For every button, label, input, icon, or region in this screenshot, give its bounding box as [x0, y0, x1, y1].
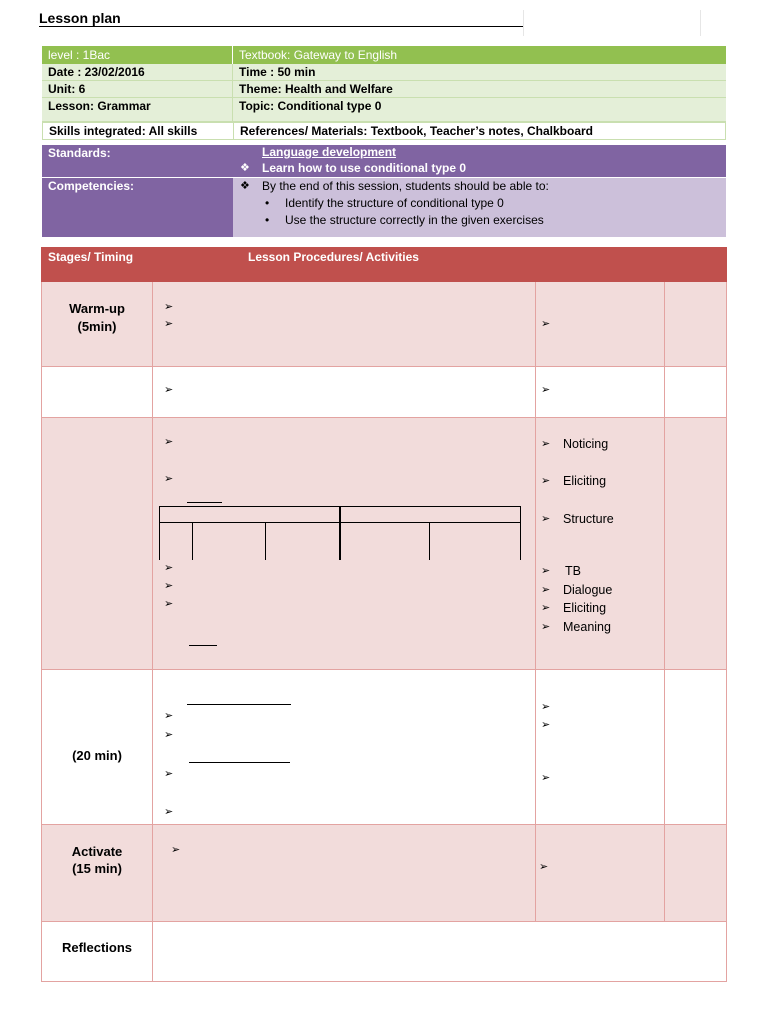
arrow-bullet-icon: ➢ — [541, 384, 551, 396]
note-noticing: Noticing — [563, 437, 609, 451]
arrow-bullet-icon: ➢ — [164, 806, 174, 818]
warmup-stage-label: Warm-up — [69, 301, 125, 316]
theme-cell: Theme: Health and Welfare — [239, 82, 393, 96]
lesson-cell: Lesson: Grammar — [42, 98, 233, 121]
arrow-bullet-icon: ➢ — [164, 768, 174, 780]
col-procedures-header: Lesson Procedures/ Activities — [248, 250, 419, 264]
row-activate — [41, 825, 727, 922]
row-reflections — [41, 922, 727, 982]
arrow-bullet-icon: ➢ — [171, 844, 181, 856]
note-eliciting-2: Eliciting — [563, 601, 607, 615]
arrow-bullet-icon: ➢ — [164, 318, 174, 330]
col-stage-header: Stages/ Timing — [48, 250, 134, 264]
arrow-bullet-icon: ➢ — [164, 384, 174, 396]
competencies-intro: By the end of this session, students should be able to: — [262, 179, 549, 193]
time-cell: Time : 50 min — [239, 65, 316, 79]
diamond-bullet-icon: ❖ — [240, 162, 250, 174]
arrow-bullet-icon: ➢ — [541, 772, 551, 784]
blank-line — [187, 502, 222, 503]
title-underline — [39, 26, 523, 27]
competencies-label: Competencies: — [42, 178, 233, 237]
round-bullet-icon: • — [265, 213, 270, 227]
standards-cell — [233, 145, 726, 177]
arrow-bullet-icon: ➢ — [164, 710, 174, 722]
blank-line — [189, 762, 290, 763]
arrow-bullet-icon: ➢ — [541, 513, 551, 525]
arrow-bullet-icon: ➢ — [164, 301, 174, 313]
arrow-bullet-icon: ➢ — [164, 580, 174, 592]
row-presentation — [41, 418, 727, 670]
arrow-bullet-icon: ➢ — [164, 729, 174, 741]
arrow-bullet-icon: ➢ — [541, 701, 551, 713]
note-meaning: Meaning — [563, 620, 611, 634]
arrow-bullet-icon: ➢ — [541, 584, 551, 596]
arrow-bullet-icon: ➢ — [541, 438, 551, 450]
reflections-label: Reflections — [61, 940, 133, 955]
warmup-time: (5min) — [77, 319, 117, 334]
textbook-cell: Textbook: Gateway to English — [239, 48, 398, 62]
activate-stage-label: Activate — [71, 844, 123, 859]
header-box — [523, 10, 701, 36]
arrow-bullet-icon: ➢ — [541, 719, 551, 731]
note-eliciting: Eliciting — [563, 474, 607, 488]
topic-cell: Topic: Conditional type 0 — [239, 99, 382, 113]
level-cell: level : 1Bac — [42, 46, 233, 64]
skills-cell: Skills integrated: All skills — [43, 123, 234, 139]
note-structure: Structure — [563, 512, 614, 526]
note-tb: TB — [565, 564, 581, 578]
info-row-unit — [42, 81, 726, 98]
activate-time: (15 min) — [72, 861, 122, 876]
standards-label: Standards: — [42, 145, 233, 177]
info-row-date — [42, 64, 726, 81]
practice-time: (20 min) — [72, 748, 122, 763]
arrow-bullet-icon: ➢ — [541, 318, 551, 330]
procedures-header — [41, 247, 727, 282]
arrow-bullet-icon: ➢ — [539, 861, 549, 873]
diamond-bullet-icon: ❖ — [240, 180, 250, 192]
page-title: Lesson plan — [39, 10, 121, 26]
arrow-bullet-icon: ➢ — [164, 598, 174, 610]
unit-cell: Unit: 6 — [42, 81, 233, 97]
arrow-bullet-icon: ➢ — [164, 473, 174, 485]
row-blank — [41, 367, 727, 418]
row-practice — [41, 670, 727, 825]
arrow-bullet-icon: ➢ — [541, 602, 551, 614]
blank-line — [187, 704, 291, 705]
competency-item: Identify the structure of conditional type 0 — [285, 196, 504, 210]
note-dialogue: Dialogue — [563, 583, 613, 597]
round-bullet-icon: • — [265, 196, 270, 210]
arrow-bullet-icon: ➢ — [541, 565, 551, 577]
arrow-bullet-icon: ➢ — [164, 562, 174, 574]
row-warmup — [41, 282, 727, 367]
competency-item: Use the structure correctly in the given exercises — [285, 213, 544, 227]
arrow-bullet-icon: ➢ — [541, 475, 551, 487]
competencies-cell — [233, 178, 726, 237]
standards-heading: Language development — [262, 145, 397, 159]
info-row-level — [42, 46, 726, 64]
arrow-bullet-icon: ➢ — [541, 621, 551, 633]
standards-item: Learn how to use conditional type 0 — [262, 161, 467, 175]
date-cell: Date : 23/02/2016 — [42, 64, 233, 80]
info-row-lesson — [42, 98, 726, 122]
blank-line — [189, 645, 217, 646]
info-row-skills — [42, 122, 726, 140]
references-cell: References/ Materials: Textbook, Teacher’s notes, Chalkboard — [240, 124, 594, 138]
arrow-bullet-icon: ➢ — [164, 436, 174, 448]
